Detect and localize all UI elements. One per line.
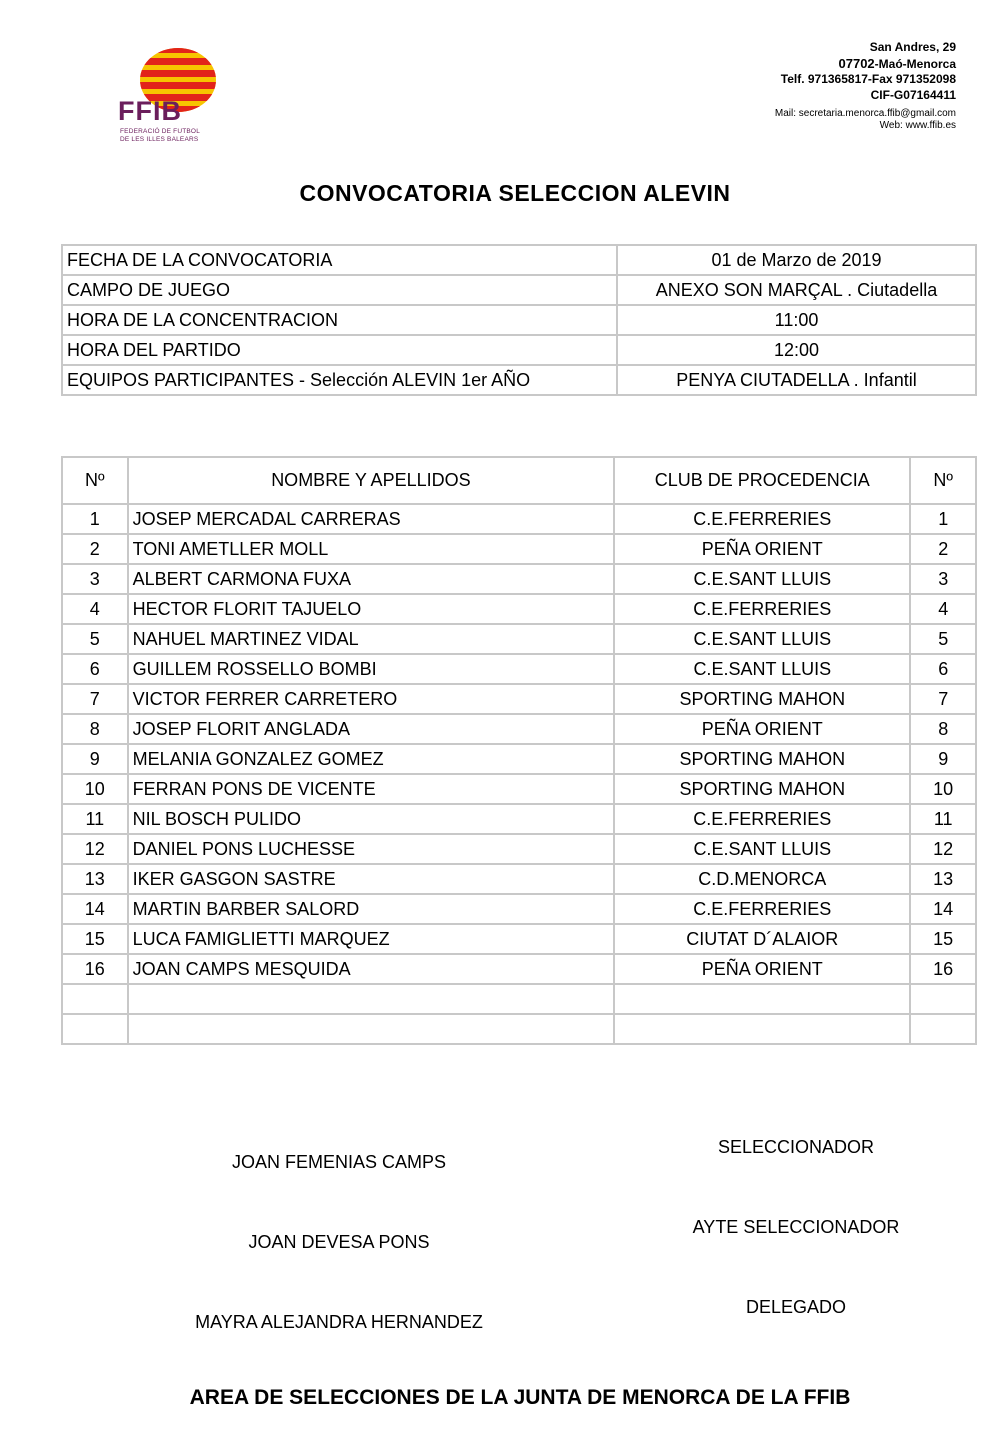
player-club: PEÑA ORIENT bbox=[614, 954, 910, 984]
footer-text: AREA DE SELECCIONES DE LA JUNTA DE MENORCA DE LA FFIB bbox=[189, 1386, 851, 1409]
postal-line bbox=[839, 56, 957, 72]
row-number-2: 15 bbox=[910, 924, 976, 954]
staff-name: JOAN DEVESA PONS bbox=[248, 1232, 430, 1252]
header-number: Nº bbox=[62, 457, 128, 504]
player-name: VICTOR FERRER CARRETERO bbox=[128, 684, 615, 714]
table-row bbox=[62, 624, 976, 654]
info-row bbox=[62, 305, 976, 335]
info-table bbox=[61, 244, 977, 396]
row-number-2: 14 bbox=[910, 894, 976, 924]
player-club: C.E.SANT LLUIS bbox=[614, 624, 910, 654]
row-number-2: 6 bbox=[910, 654, 976, 684]
row-number bbox=[62, 1014, 128, 1044]
staff-role: DELEGADO bbox=[745, 1297, 847, 1317]
player-club: CIUTAT D´ALAIOR bbox=[614, 924, 910, 954]
row-number-2: 5 bbox=[910, 624, 976, 654]
row-number-2: 11 bbox=[910, 804, 976, 834]
row-number: 6 bbox=[62, 654, 128, 684]
row-number-2: 3 bbox=[910, 564, 976, 594]
row-number: 9 bbox=[62, 744, 128, 774]
player-club: C.E.FERRERIES bbox=[614, 504, 910, 534]
player-club: SPORTING MAHON bbox=[614, 744, 910, 774]
row-number-2: 9 bbox=[910, 744, 976, 774]
player-name: NAHUEL MARTINEZ VIDAL bbox=[128, 624, 615, 654]
player-club: C.E.SANT LLUIS bbox=[614, 564, 910, 594]
info-value: PENYA CIUTADELLA . Infantil bbox=[617, 365, 976, 395]
player-name bbox=[128, 1014, 615, 1044]
player-name: IKER GASGON SASTRE bbox=[128, 864, 615, 894]
header-number-2: Nº bbox=[910, 457, 976, 504]
page-title: CONVOCATORIA SELECCION ALEVIN bbox=[299, 180, 731, 206]
row-number-2: 4 bbox=[910, 594, 976, 624]
table-row bbox=[62, 954, 976, 984]
player-club: C.E.SANT LLUIS bbox=[614, 834, 910, 864]
row-number: 3 bbox=[62, 564, 128, 594]
player-club: C.E.FERRERIES bbox=[614, 804, 910, 834]
player-club bbox=[614, 1014, 910, 1044]
address-line: San Andres, 29 bbox=[869, 40, 956, 54]
info-value: 12:00 bbox=[617, 335, 976, 365]
roster-header-row bbox=[62, 457, 976, 504]
row-number: 14 bbox=[62, 894, 128, 924]
player-name: TONI AMETLLER MOLL bbox=[128, 534, 615, 564]
row-number bbox=[62, 984, 128, 1014]
row-number-2: 12 bbox=[910, 834, 976, 864]
table-row bbox=[62, 744, 976, 774]
staff-role: AYTE SELECCIONADOR bbox=[692, 1217, 900, 1237]
info-value: ANEXO SON MARÇAL . Ciutadella bbox=[617, 275, 976, 305]
table-row bbox=[62, 714, 976, 744]
row-number-2: 7 bbox=[910, 684, 976, 714]
row-number: 10 bbox=[62, 774, 128, 804]
player-name: JOSEP FLORIT ANGLADA bbox=[128, 714, 615, 744]
row-number: 5 bbox=[62, 624, 128, 654]
row-number-2: 8 bbox=[910, 714, 976, 744]
header-club: CLUB DE PROCEDENCIA bbox=[614, 457, 910, 504]
player-name: MARTIN BARBER SALORD bbox=[128, 894, 615, 924]
row-number: 15 bbox=[62, 924, 128, 954]
row-number: 11 bbox=[62, 804, 128, 834]
row-number-2 bbox=[910, 1014, 976, 1044]
table-row bbox=[62, 504, 976, 534]
logo-wordmark: FFIB bbox=[118, 96, 182, 126]
roster-table bbox=[61, 456, 977, 1045]
staff-role: SELECCIONADOR bbox=[717, 1137, 875, 1157]
table-row bbox=[62, 834, 976, 864]
row-number: 4 bbox=[62, 594, 128, 624]
info-row bbox=[62, 245, 976, 275]
table-row bbox=[62, 924, 976, 954]
player-club: C.E.FERRERIES bbox=[614, 894, 910, 924]
player-name: GUILLEM ROSSELLO BOMBI bbox=[128, 654, 615, 684]
row-number: 13 bbox=[62, 864, 128, 894]
table-row bbox=[62, 534, 976, 564]
info-row bbox=[62, 335, 976, 365]
postal-code: 07702 bbox=[838, 56, 875, 71]
logo-subtitle-line-2: DE LES ILLES BALEARS bbox=[120, 136, 199, 143]
cif: CIF-G07164411 bbox=[870, 88, 956, 102]
info-label: HORA DEL PARTIDO bbox=[62, 335, 617, 365]
player-club bbox=[614, 984, 910, 1014]
row-number-2: 1 bbox=[910, 504, 976, 534]
player-club: SPORTING MAHON bbox=[614, 684, 910, 714]
row-number-2 bbox=[910, 984, 976, 1014]
row-number-2: 10 bbox=[910, 774, 976, 804]
table-row bbox=[62, 804, 976, 834]
web-line: Web: www.ffib.es bbox=[879, 120, 956, 131]
row-number-2: 16 bbox=[910, 954, 976, 984]
info-row bbox=[62, 365, 976, 395]
row-number-2: 2 bbox=[910, 534, 976, 564]
staff-name: MAYRA ALEJANDRA HERNANDEZ bbox=[195, 1312, 483, 1332]
table-row bbox=[62, 864, 976, 894]
player-club: C.D.MENORCA bbox=[614, 864, 910, 894]
player-name: MELANIA GONZALEZ GOMEZ bbox=[128, 744, 615, 774]
player-name: NIL BOSCH PULIDO bbox=[128, 804, 615, 834]
table-row bbox=[62, 684, 976, 714]
player-club: C.E.SANT LLUIS bbox=[614, 654, 910, 684]
info-value: 11:00 bbox=[617, 305, 976, 335]
player-name: FERRAN PONS DE VICENTE bbox=[128, 774, 615, 804]
table-row bbox=[62, 654, 976, 684]
row-number: 8 bbox=[62, 714, 128, 744]
player-club: SPORTING MAHON bbox=[614, 774, 910, 804]
logo-subtitle-line-1: FEDERACIÓ DE FUTBOL bbox=[120, 128, 201, 135]
staff-name: JOAN FEMENIAS CAMPS bbox=[231, 1152, 447, 1172]
row-number-2: 13 bbox=[910, 864, 976, 894]
roster-body bbox=[62, 504, 976, 1044]
row-number: 16 bbox=[62, 954, 128, 984]
row-number: 7 bbox=[62, 684, 128, 714]
player-club: C.E.FERRERIES bbox=[614, 594, 910, 624]
table-row bbox=[62, 594, 976, 624]
info-label: EQUIPOS PARTICIPANTES - Selección ALEVIN 1er AÑO bbox=[62, 365, 617, 395]
player-name: ALBERT CARMONA FUXA bbox=[128, 564, 615, 594]
row-number: 12 bbox=[62, 834, 128, 864]
info-label: HORA DE LA CONCENTRACION bbox=[62, 305, 617, 335]
player-club: PEÑA ORIENT bbox=[614, 714, 910, 744]
city: -Maó-Menorca bbox=[874, 57, 956, 71]
phone-fax: Telf. 971365817-Fax 971352098 bbox=[780, 72, 956, 86]
player-name bbox=[128, 984, 615, 1014]
info-label: FECHA DE LA CONVOCATORIA bbox=[62, 245, 617, 275]
player-name: JOSEP MERCADAL CARRERAS bbox=[128, 504, 615, 534]
mail-line: Mail: secretaria.menorca.ffib@gmail.com bbox=[774, 108, 956, 119]
info-label: CAMPO DE JUEGO bbox=[62, 275, 617, 305]
info-row bbox=[62, 275, 976, 305]
info-value: 01 de Marzo de 2019 bbox=[617, 245, 976, 275]
table-row bbox=[62, 774, 976, 804]
table-row bbox=[62, 894, 976, 924]
table-row bbox=[62, 564, 976, 594]
player-name: JOAN CAMPS MESQUIDA bbox=[128, 954, 615, 984]
table-row bbox=[62, 984, 976, 1014]
header-name: NOMBRE Y APELLIDOS bbox=[128, 457, 615, 504]
player-name: HECTOR FLORIT TAJUELO bbox=[128, 594, 615, 624]
row-number: 2 bbox=[62, 534, 128, 564]
player-name: DANIEL PONS LUCHESSE bbox=[128, 834, 615, 864]
table-row bbox=[62, 1014, 976, 1044]
row-number: 1 bbox=[62, 504, 128, 534]
player-club: PEÑA ORIENT bbox=[614, 534, 910, 564]
player-name: LUCA FAMIGLIETTI MARQUEZ bbox=[128, 924, 615, 954]
